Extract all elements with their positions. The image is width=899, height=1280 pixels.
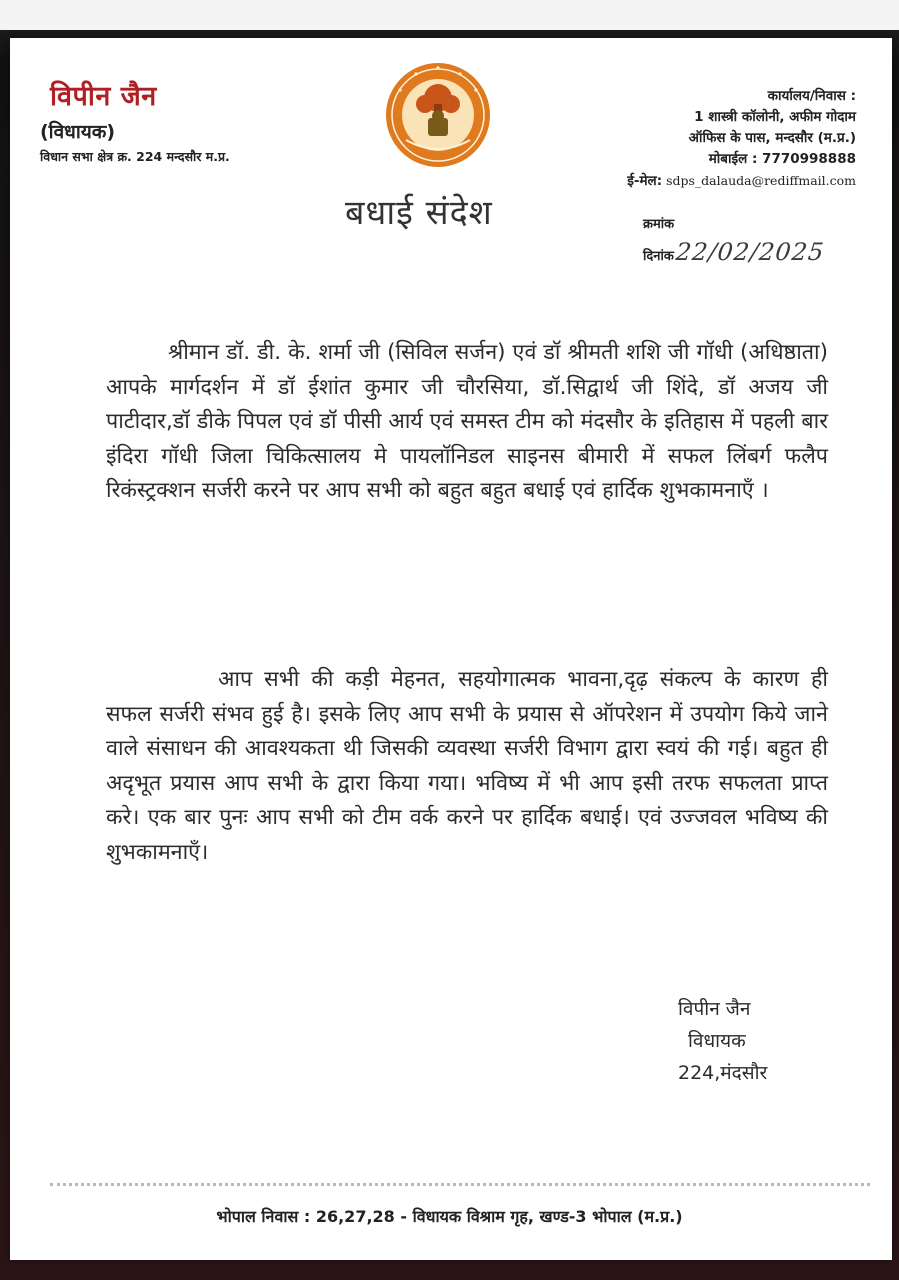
letter-heading: बधाई संदेश [345, 193, 493, 233]
letter-sheet [10, 38, 892, 1260]
date-value: 22/02/2025 [674, 238, 826, 266]
body-paragraph-2: आप सभी की कड़ी मेहनत, सहयोगात्मक भावना,दृढ़ संकल्प के कारण ही सफल सर्जरी संभव हुई है। इसके लिए आप सभी के प्रयास से ऑपरेशन में उपयोग किये जाने वाले संसाधन की आवश्यकता थी जिसकी व्यवस्था सर्जरी विभाग द्वारा स्वयं की गई। बहुत ही अदृभूत प्रयास आप सभी के द्वारा किया गया। भविष्य में भी आप इसी तरफ सफलता प्राप्त करे। एक बार पुनः आप सभी को टीम वर्क करने पर हार्दिक बधाई। एवं उज्जवल भविष्य की शुभकामनाएँ। [106, 667, 828, 865]
email-label: ई-मेल: [627, 173, 663, 189]
contact-label: कार्यालय/निवास : [767, 88, 856, 104]
letterhead-title: (विधायक) [40, 121, 116, 143]
address-line-2: ऑफिस के पास, मन्दसौर (म.प्र.) [688, 130, 856, 146]
signature-designation: विधायक [688, 1030, 746, 1052]
signature-block [678, 993, 767, 1089]
footer-divider [50, 1183, 870, 1186]
state-emblem-icon [378, 60, 498, 170]
body-paragraph-1: श्रीमान डॉ. डी. के. शर्मा जी (सिविल सर्जन) एवं डॉ श्रीमती शशि जी गॉधी (अधिष्ठाता) आपके मार्गदर्शन में डॉ ईशांत कुमार जी चौरसिया, डॉ.सिद्वार्थ जी शिंदे, डॉ अजय जी पाटीदार,डॉ डीके पिपल एवं डॉ पीसी आर्य एवं समस्त टीम को मंदसौर के इतिहास में पहली बार इंदिरा गॉधी जिला चिकित्सालय मे पायलॉनिडल साइनस बीमारी में सफल लिंबर्ग फलैप रिकंस्ट्रक्शन सर्जरी करने पर आप सभी को बहुत बहुत बधाई एवं हार्दिक शुभकामनाएँ । [106, 340, 828, 504]
email-address: sdps_dalauda@rediffmail.com [666, 173, 856, 188]
reference-number-label: क्रमांक [643, 217, 675, 232]
letterhead-name: विपीन जैन [50, 81, 157, 112]
date-label: दिनांक [643, 249, 674, 264]
signature-constituency: 224,मंदसौर [678, 1062, 768, 1084]
footer-address: भोपाल निवास : 26,27,28 - विधायक विश्राम गृह, खण्ड-3 भोपाल (म.प्र.) [216, 1207, 683, 1226]
contact-block [556, 86, 856, 192]
signature-name: विपीन जैन [678, 998, 751, 1020]
letterhead-constituency: विधान सभा क्षेत्र क्र. 224 मन्दसौर म.प्र. [40, 149, 230, 164]
address-line-1: 1 शास्त्री कॉलोनी, अफीम गोदाम [694, 109, 856, 125]
mobile-number: मोबाईल : 7770998888 [708, 151, 856, 167]
date-line [643, 238, 824, 266]
email-line [556, 170, 856, 192]
